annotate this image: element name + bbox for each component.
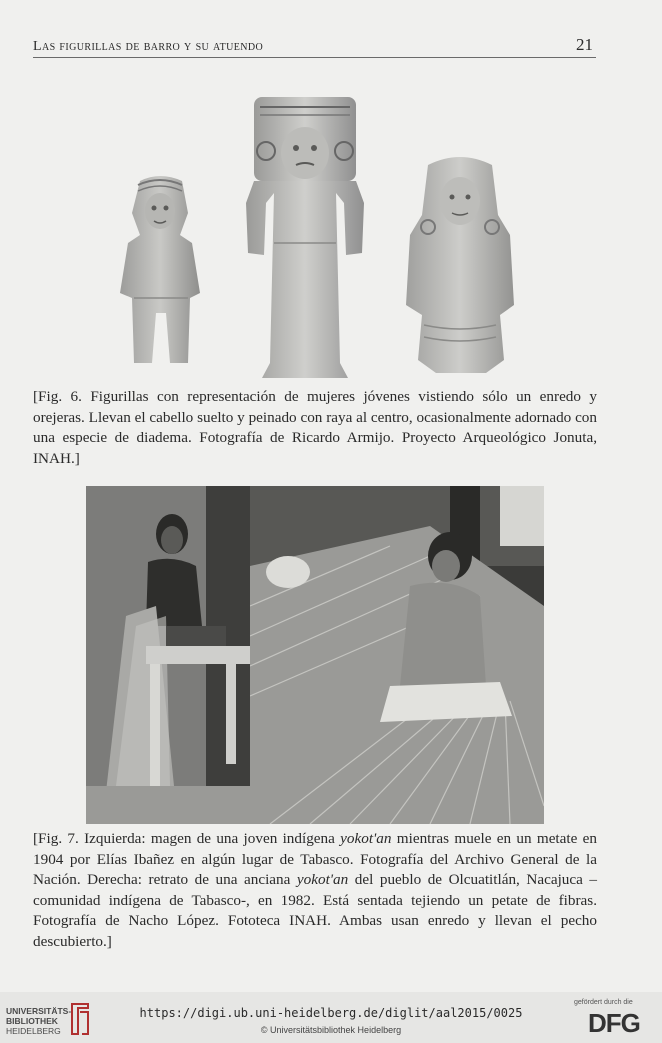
copyright-notice: © Universitätsbibliothek Heidelberg (260, 1025, 402, 1035)
figure-6-figurines-photo (110, 93, 520, 378)
library-name-line3: HEIDELBERG (6, 1026, 61, 1036)
figurine-right (400, 155, 518, 377)
library-name-line1: UNIVERSITÄTS- (6, 1006, 72, 1016)
permalink-url[interactable]: https://digi.ub.uni-heidelberg.de/diglit/aal2015/0025 (139, 1006, 523, 1020)
dfg-logo[interactable]: DFG (588, 1008, 640, 1038)
figurine-center (240, 93, 370, 378)
photo-young-woman-grinding-metate (86, 486, 250, 824)
caption-text: del pueblo de Olcuatitlán, Nacajuca –comunidad indígena de Tabasco-, en 1982. Está sentada tejiendo un petate de fibras. Fotografía de Nacho López. Fototeca INAH. Ambas usan enredo y llevan el pecho descubierto.] (33, 871, 597, 950)
running-head (33, 37, 596, 58)
page-number: 21 (576, 35, 593, 54)
funding-note: gefördert durch die (574, 999, 633, 1006)
figurine-left (110, 173, 210, 363)
running-title: Las figurillas de barro y su atuendo (33, 39, 264, 54)
caption-term: yokot'an (296, 871, 349, 889)
figure-7-caption (33, 829, 597, 953)
caption-text: mientras muele en un metate en 1904 por Elías Ibañez en algún lugar de Tabasco. Fotografía del Archivo General de la Nación. Derecha: retrato de una anciana (33, 830, 597, 889)
photo-elder-woman-weaving-petate (250, 486, 544, 824)
figure-6-caption: [Fig. 6. Figurillas con representación de mujeres jóvenes vistiendo sólo un enredo y orejeras. Llevan el cabello suelto y peinado con raya al centro, ocasionalmente adornado con una especie de diadema. Fotografía de Ricardo Armijo. Proyecto Arqueológico Jonuta, INAH.] (33, 388, 597, 467)
library-name-line2: BIBLIOTHEK (6, 1016, 58, 1026)
caption-term: yokot'an (340, 830, 392, 847)
caption-text: [Fig. 7. Izquierda: magen de una joven indígena (33, 830, 341, 847)
figure-7-photos (86, 486, 544, 824)
